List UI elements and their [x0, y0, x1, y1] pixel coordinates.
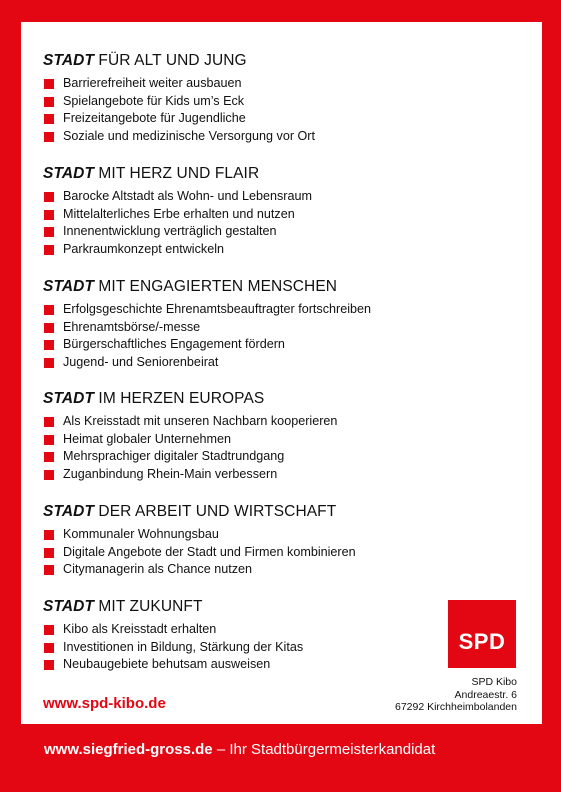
square-bullet-icon	[44, 340, 54, 350]
list-item-text: Soziale und medizinische Versorgung vor Ort	[63, 128, 316, 143]
list-item	[43, 466, 523, 484]
list-item-text: Kommunaler Wohnungsbau	[63, 527, 219, 541]
list-item-text: Digitale Angebote der Stadt und Firmen kombinieren	[63, 544, 356, 559]
website-link[interactable]: www.spd-kibo.de	[43, 695, 166, 712]
program-section	[43, 278, 523, 371]
list-item	[43, 354, 523, 372]
list-item-text: Barocke Altstadt als Wohn- und Lebensraum	[63, 189, 312, 203]
section-item-list	[43, 75, 523, 145]
square-bullet-icon	[44, 548, 54, 558]
list-item	[43, 544, 523, 562]
footer-separator: –	[212, 741, 230, 758]
address-line-1: SPD Kibo	[471, 676, 517, 688]
square-bullet-icon	[44, 305, 54, 315]
section-heading-keyword: STADT	[43, 390, 95, 407]
list-item-text: Neubaugebiete behutsam ausweisen	[63, 657, 271, 672]
list-item-text: Bürgerschaftliches Engagement fördern	[63, 337, 285, 352]
list-item-text: Barrierefreiheit weiter ausbauen	[63, 76, 242, 90]
list-item-text: Freizeitangebote für Jugendliche	[63, 111, 246, 126]
list-item-text: Jugend- und Seniorenbeirat	[63, 354, 219, 369]
address-line-3: 67292 Kirchheimbolanden	[394, 701, 517, 713]
square-bullet-icon	[44, 245, 54, 255]
section-item-list	[43, 301, 523, 371]
list-item-text: Investitionen in Bildung, Stärkung der Kitas	[63, 639, 304, 654]
square-bullet-icon	[44, 227, 54, 237]
section-item-list	[43, 188, 523, 258]
list-item-text: Ehrenamtsbörse/-messe	[63, 319, 201, 334]
list-item	[43, 413, 523, 431]
list-item-text: Erfolgsgeschichte Ehrenamtsbeauftragter fortschreiben	[63, 302, 372, 316]
list-item-text: Parkraumkonzept entwickeln	[63, 241, 224, 256]
list-item-text: Citymanagerin als Chance nutzen	[63, 562, 253, 577]
list-item-text: Mehrsprachiger digitaler Stadtrundgang	[63, 449, 285, 464]
square-bullet-icon	[44, 358, 54, 368]
section-heading-keyword: STADT	[43, 165, 95, 182]
section-heading	[43, 52, 523, 70]
square-bullet-icon	[44, 114, 54, 124]
list-item	[43, 448, 523, 466]
section-heading	[43, 503, 523, 521]
square-bullet-icon	[44, 132, 54, 142]
section-heading	[43, 165, 523, 183]
square-bullet-icon	[44, 452, 54, 462]
list-item-text: Zuganbindung Rhein-Main verbessern	[63, 466, 278, 481]
section-heading-text: FÜR ALT UND JUNG	[94, 52, 247, 69]
section-heading	[43, 390, 523, 408]
footer-banner	[44, 741, 435, 758]
list-item-text: Kibo als Kreisstadt erhalten	[63, 622, 217, 636]
square-bullet-icon	[44, 660, 54, 670]
address-block	[395, 676, 517, 714]
section-heading-keyword: STADT	[43, 503, 95, 520]
footer-tagline: Ihr Stadtbürgermeisterkandidat	[229, 741, 436, 758]
section-heading-text: IM HERZEN EUROPAS	[94, 390, 265, 407]
list-item	[43, 319, 523, 337]
section-heading-text: MIT ENGAGIERTEN MENSCHEN	[94, 278, 338, 295]
square-bullet-icon	[44, 470, 54, 480]
section-heading-keyword: STADT	[43, 278, 95, 295]
list-item	[43, 526, 523, 544]
program-section	[43, 390, 523, 483]
flyer-panel	[21, 22, 542, 724]
program-section	[43, 52, 523, 145]
section-item-list	[43, 413, 523, 483]
program-section	[43, 503, 523, 579]
square-bullet-icon	[44, 192, 54, 202]
list-item	[43, 561, 523, 579]
square-bullet-icon	[44, 79, 54, 89]
section-heading-text: MIT HERZ UND FLAIR	[94, 165, 260, 182]
section-heading-text: DER ARBEIT UND WIRTSCHAFT	[94, 503, 337, 520]
square-bullet-icon	[44, 97, 54, 107]
list-item-text: Innenentwicklung verträglich gestalten	[63, 224, 277, 239]
footer-website-link[interactable]: www.siegfried-gross.de	[44, 741, 213, 758]
square-bullet-icon	[44, 210, 54, 220]
section-heading-keyword: STADT	[43, 598, 95, 615]
list-item	[43, 93, 523, 111]
section-heading-keyword: STADT	[43, 52, 95, 69]
square-bullet-icon	[44, 435, 54, 445]
square-bullet-icon	[44, 625, 54, 635]
list-item	[43, 431, 523, 449]
list-item-text: Heimat globaler Unternehmen	[63, 431, 232, 446]
list-item	[43, 75, 523, 93]
section-heading	[43, 278, 523, 296]
square-bullet-icon	[44, 417, 54, 427]
program-section	[43, 165, 523, 258]
address-line-2: Andreaestr. 6	[454, 688, 517, 701]
square-bullet-icon	[44, 323, 54, 333]
list-item-text: Mittelalterliches Erbe erhalten und nutzen	[63, 206, 295, 221]
list-item	[43, 336, 523, 354]
list-item	[43, 188, 523, 206]
list-item	[43, 301, 523, 319]
list-item	[43, 206, 523, 224]
square-bullet-icon	[44, 530, 54, 540]
list-item	[43, 223, 523, 241]
list-item	[43, 241, 523, 259]
list-item	[43, 128, 523, 146]
list-item-text: Spielangebote für Kids um’s Eck	[63, 93, 245, 108]
section-item-list	[43, 526, 523, 579]
square-bullet-icon	[44, 643, 54, 653]
spd-logo	[448, 600, 516, 668]
spd-logo-text: SPD	[458, 629, 506, 654]
list-item	[43, 110, 523, 128]
list-item-text: Als Kreisstadt mit unseren Nachbarn kooperieren	[63, 414, 338, 428]
section-heading-text: MIT ZUKUNFT	[94, 598, 203, 615]
square-bullet-icon	[44, 565, 54, 575]
